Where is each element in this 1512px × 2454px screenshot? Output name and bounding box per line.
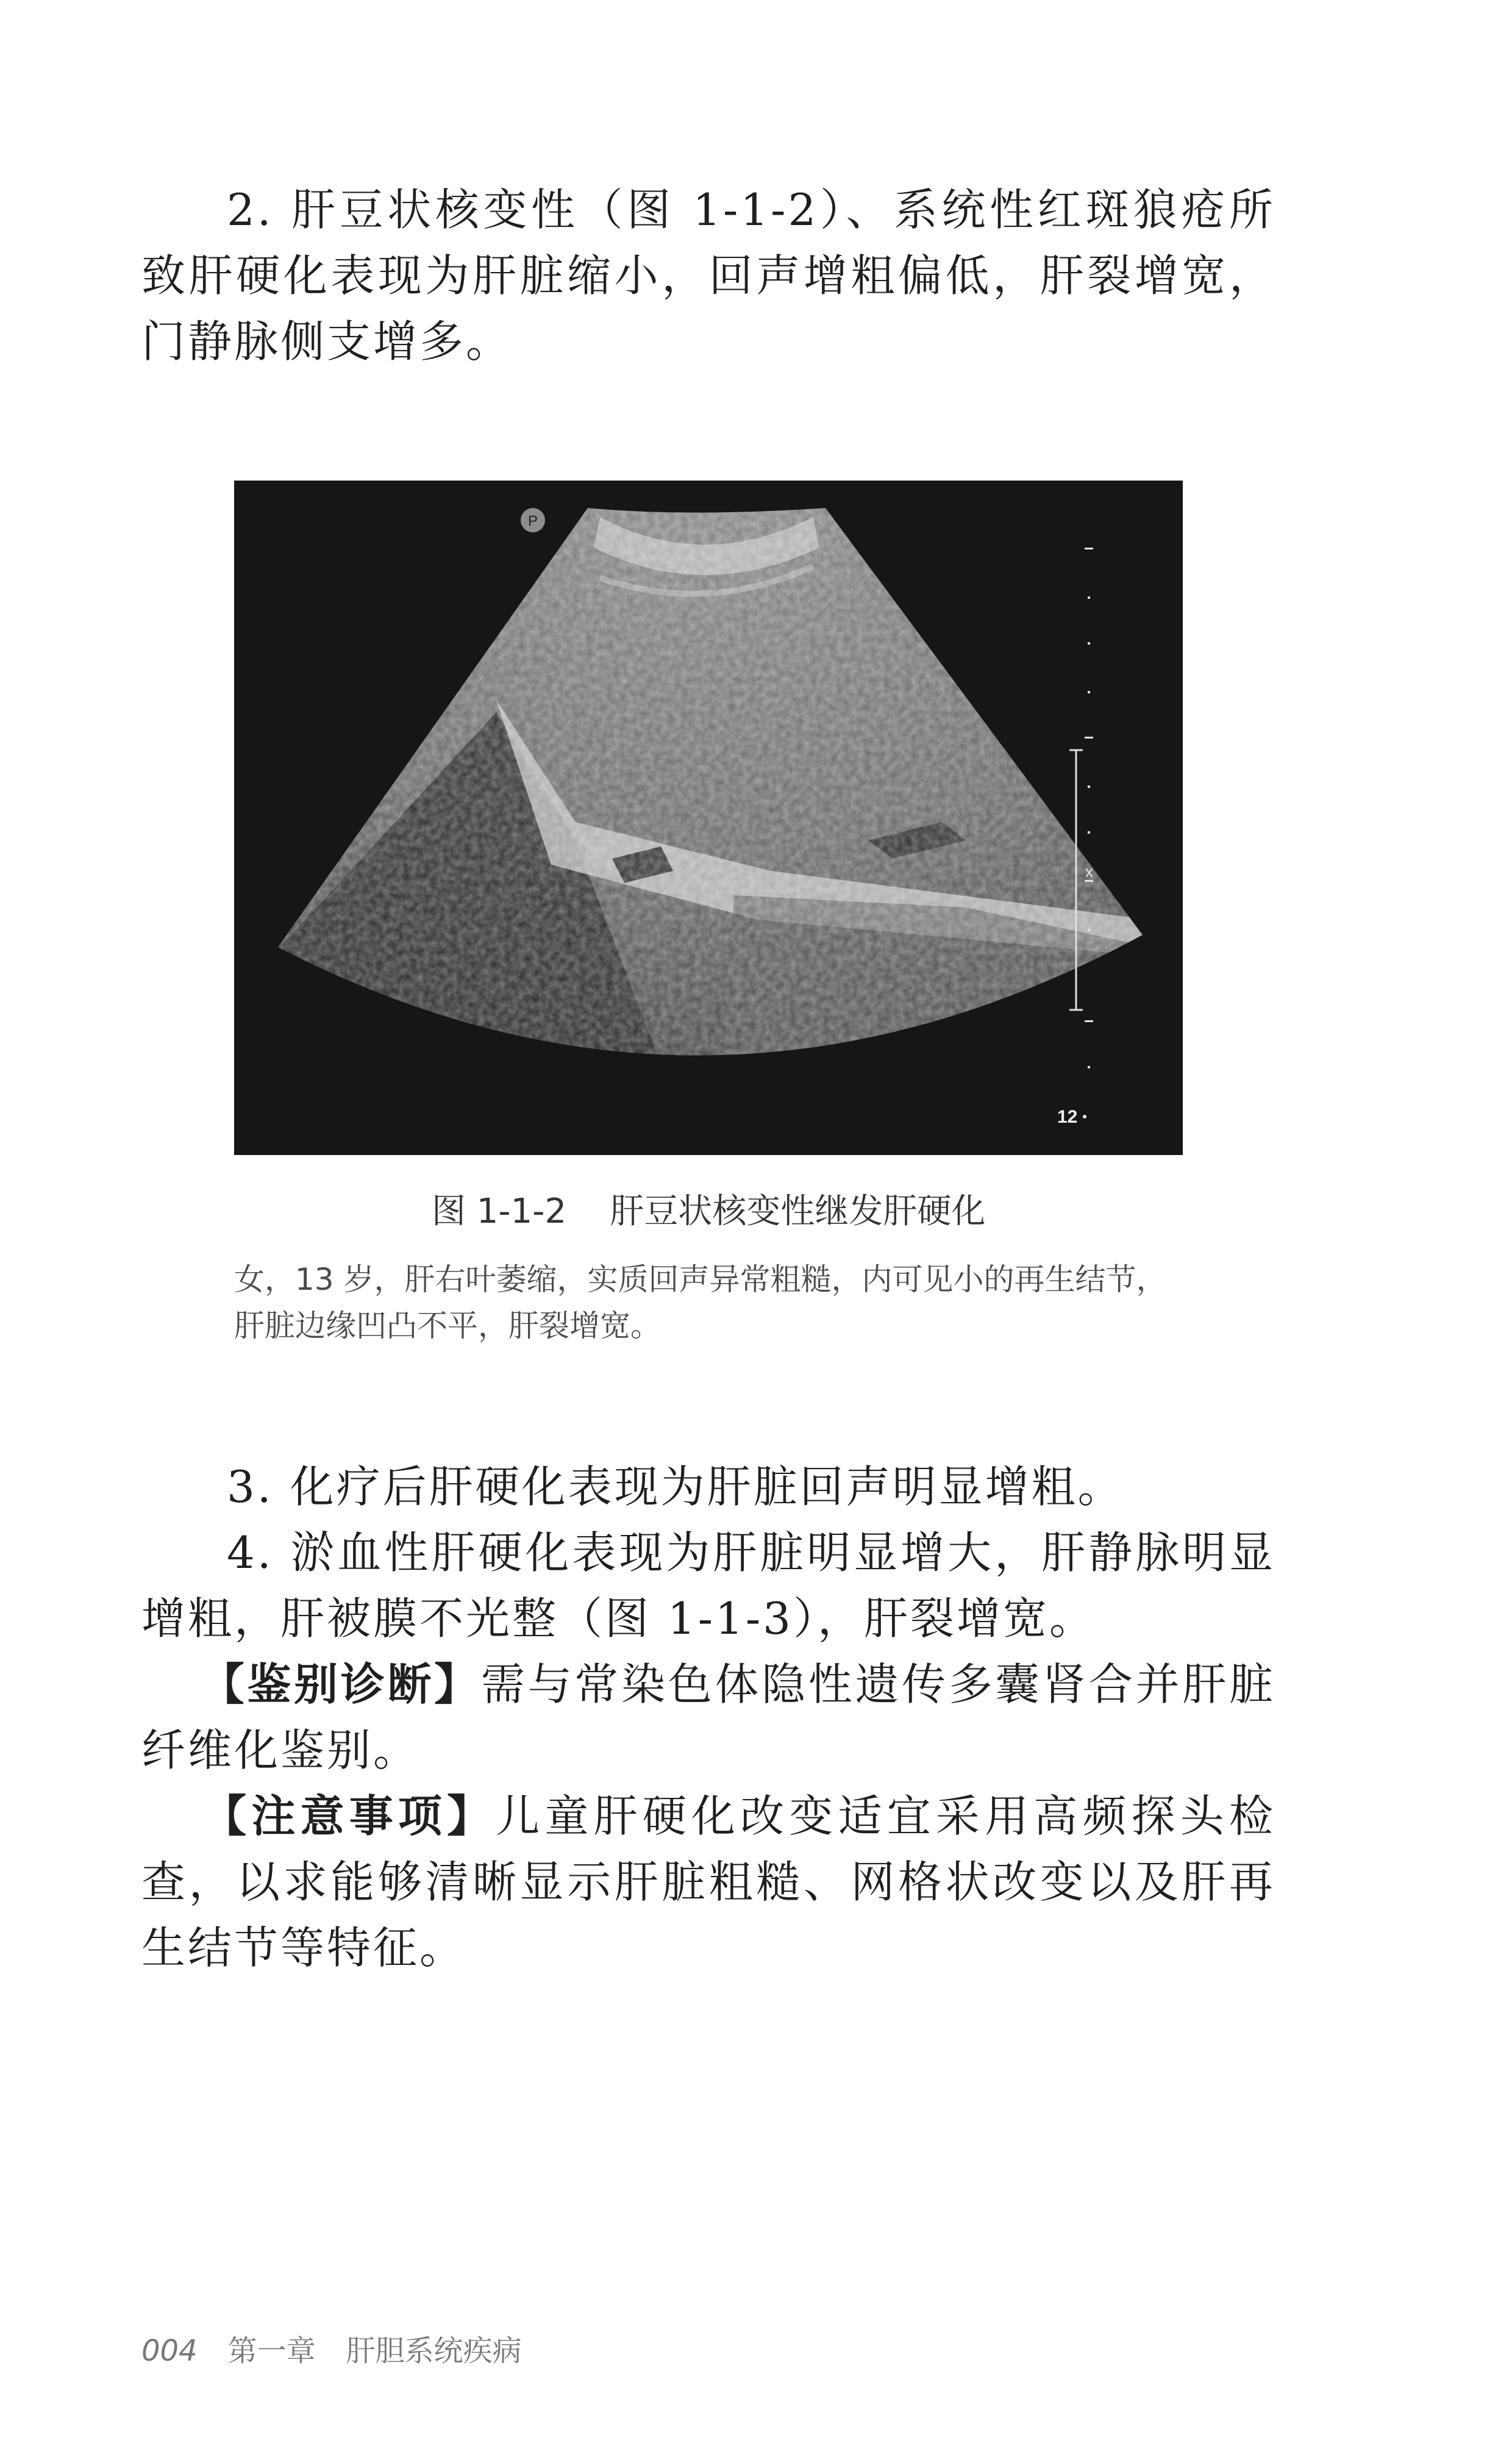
figure-number: 图 1-1-2 bbox=[432, 1192, 567, 1231]
paragraph-3-text: 4. 淤血性肝硬化表现为肝脏明显增大，肝静脉明显增粗，肝被膜不光整（图 1-1-3），肝裂增宽。 bbox=[141, 1527, 1275, 1644]
paragraph-1 bbox=[141, 177, 1275, 374]
ultrasound-figure bbox=[234, 481, 1183, 1155]
probe-marker-label: P bbox=[527, 513, 538, 529]
page-number: 004 bbox=[141, 2334, 198, 2368]
section-label: 肝胆系统疾病 bbox=[346, 2334, 522, 2368]
paragraph-3 bbox=[141, 1520, 1275, 1651]
figure-caption bbox=[432, 1184, 985, 1233]
paragraph-2-text: 3. 化疗后肝硬化表现为肝脏回声明显增粗。 bbox=[227, 1461, 1124, 1512]
caliper-label: x bbox=[1085, 862, 1093, 881]
figure-title: 肝豆状核变性继发肝硬化 bbox=[610, 1192, 986, 1231]
chapter-label: 第一章 bbox=[227, 2334, 316, 2368]
paragraph-1-text: 2. 肝豆状核变性（图 1-1-2）、系统性红斑狼疮所致肝硬化表现为肝脏缩小，回声增粗偏低，肝裂增宽，门静脉侧支增多。 bbox=[141, 184, 1275, 367]
differential-diagnosis-text: 需与常染色体隐性遗传多囊肾合并肝脏纤维化鉴别。 bbox=[141, 1659, 1275, 1776]
page-footer bbox=[141, 2327, 522, 2369]
precautions-text: 儿童肝硬化改变适宜采用高频探头检查，以求能够清晰显示肝脏粗糙、网格状改变以及肝再生结节等特征。 bbox=[141, 1790, 1275, 1973]
ultrasound-image bbox=[234, 481, 1183, 1155]
depth-scale-label: 12 bbox=[1057, 1107, 1078, 1127]
figure-note: 女，13 岁，肝右叶萎缩，实质回声异常粗糙，内可见小的再生结节，肝脏边缘凹凸不平，肝裂增宽。 bbox=[234, 1262, 1167, 1343]
paragraph-4 bbox=[141, 1651, 1275, 1783]
paragraph-2 bbox=[141, 1454, 1275, 1520]
differential-diagnosis-label: 【鉴别诊断】 bbox=[200, 1659, 481, 1710]
paragraph-5 bbox=[141, 1783, 1275, 1981]
precautions-label: 【注意事项】 bbox=[200, 1790, 496, 1842]
